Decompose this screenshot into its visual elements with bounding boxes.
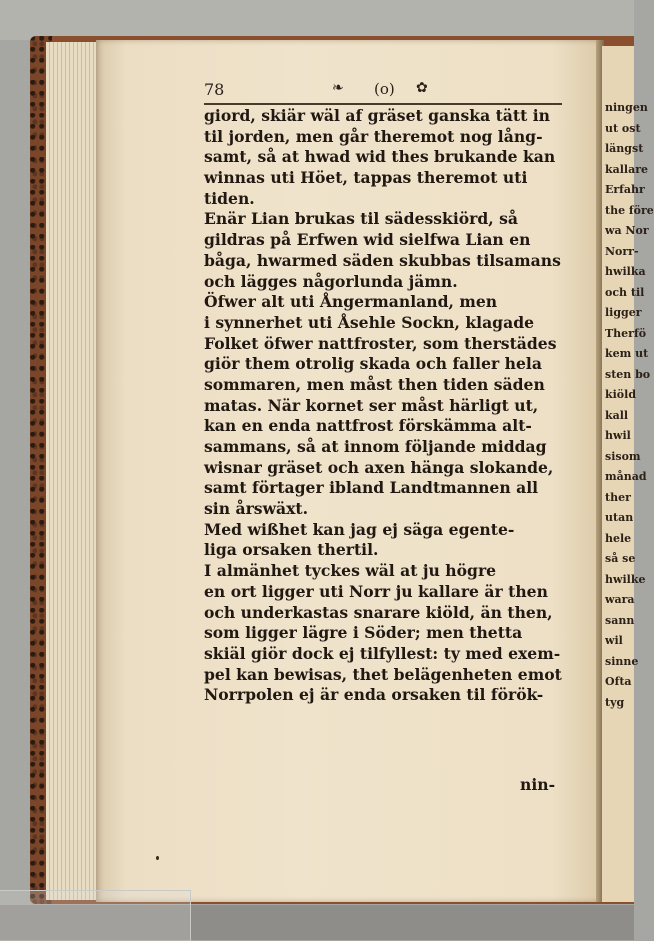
text-line: tiden. (204, 188, 255, 208)
facing-page-line: längst (605, 142, 644, 155)
header-ornament-left-icon: ❧ (332, 80, 344, 96)
text-line: Folket öfwer nattfroster, som therstädes (204, 333, 557, 353)
facing-page (602, 46, 654, 902)
facing-page-line: wa Nor (605, 224, 649, 237)
facing-page-line: Norr- (605, 244, 639, 258)
facing-page-line: sann (605, 613, 635, 627)
ink-speck (156, 856, 159, 860)
text-line: och lägges någorlunda jämn. (204, 271, 458, 291)
text-line: en ort ligger uti Norr ju kallare är then (204, 581, 548, 601)
facing-page-text (602, 98, 654, 713)
header-rule (204, 103, 562, 105)
facing-page-line: wara (605, 593, 635, 606)
text-line: sommaren, men måst then tiden säden (204, 374, 545, 394)
facing-page-line: hwil (605, 429, 631, 442)
facing-page-line: ligger (605, 306, 642, 319)
page-number: 78 (204, 80, 225, 99)
text-line: skiäl giör dock ej tilfyllest: ty med exem- (204, 643, 561, 663)
scanner-background-top (0, 0, 634, 40)
text-line: sin årswäxt. (204, 499, 309, 519)
text-line: båga, hwarmed säden skubbas tilsamans (204, 250, 561, 270)
text-line: giord, skiär wäl af gräset ganska tätt in (204, 106, 551, 125)
catchword: nin- (520, 775, 556, 794)
facing-page-line: sten bo (605, 367, 651, 381)
facing-page-line: kall (605, 408, 629, 422)
facing-page-line: Ofta (605, 675, 632, 688)
facing-page-line: ut ost (605, 121, 641, 135)
text-line: gildras på Erfwen wid sielfwa Lian en (204, 230, 531, 250)
facing-page-line: ther (605, 490, 631, 504)
text-line: wisnar gräset och axen hänga slokande, (204, 457, 554, 477)
facing-page-line: kallare (605, 162, 649, 176)
running-header (204, 80, 562, 102)
text-line: matas. När kornet ser måst härligt ut, (204, 395, 539, 415)
text-line: sammans, så at innom följande middag (204, 437, 547, 456)
text-line: samt, så at hwad wid thes brukande kan (204, 147, 556, 167)
text-line: giör them otrolig skada och faller hela (204, 354, 542, 374)
text-line: I almänhet tyckes wäl at ju högre (204, 561, 497, 581)
text-line: Norrpolen ej är enda orsaken til förök- (204, 685, 544, 705)
text-line: samt förtager ibland Landtmannen all (204, 478, 539, 498)
facing-page-line: hwilka (605, 265, 646, 278)
facing-page-line: ningen (605, 101, 648, 114)
facing-page-line: och til (605, 285, 645, 299)
facing-page-line: så se (605, 552, 636, 565)
facing-page-line: kiöld (605, 388, 637, 401)
text-line: kan en enda nattfrost förskämma alt- (204, 416, 532, 436)
text-line: Enär Lian brukas til sädesskiörd, så (204, 209, 519, 229)
facing-page-line: Erfahr (605, 183, 645, 196)
text-line: Med wißhet kan jag ej säga egente- (204, 519, 515, 539)
text-line: i synnerhet uti Åsehle Sockn, klagade (204, 312, 535, 332)
text-line: som ligger lägre i Söder; men thetta (204, 623, 523, 643)
scanner-corner-guide (0, 890, 191, 941)
facing-page-line: wil (605, 634, 623, 647)
facing-page-line: hwilke (605, 572, 646, 586)
text-line: liga orsaken thertil. (204, 540, 379, 560)
text-line: winnas uti Höet, tappas theremot uti (204, 168, 528, 188)
body-text (204, 106, 566, 706)
facing-page-line: utan (605, 511, 634, 524)
facing-page-line: månad (605, 470, 647, 483)
signature-mark: (o) (374, 80, 395, 98)
facing-page-line: the före (605, 203, 654, 217)
text-line: Öfwer alt uti Ångermanland, men (204, 292, 498, 312)
header-ornament-right-icon: ✿ (416, 80, 428, 96)
facing-page-line: sinne (605, 654, 639, 668)
facing-page-line: tyg (605, 695, 625, 709)
facing-page-line: sisom (605, 449, 641, 463)
text-line: til jorden, men går theremot nog lång- (204, 126, 543, 146)
facing-page-line: Therfö (605, 326, 647, 340)
text-line: och underkastas snarare kiöld, än then, (204, 602, 553, 622)
facing-page-line: kem ut (605, 347, 649, 360)
facing-page-line: hele (605, 531, 632, 545)
text-line: pel kan bewisas, thet belägenheten emot (204, 664, 562, 684)
